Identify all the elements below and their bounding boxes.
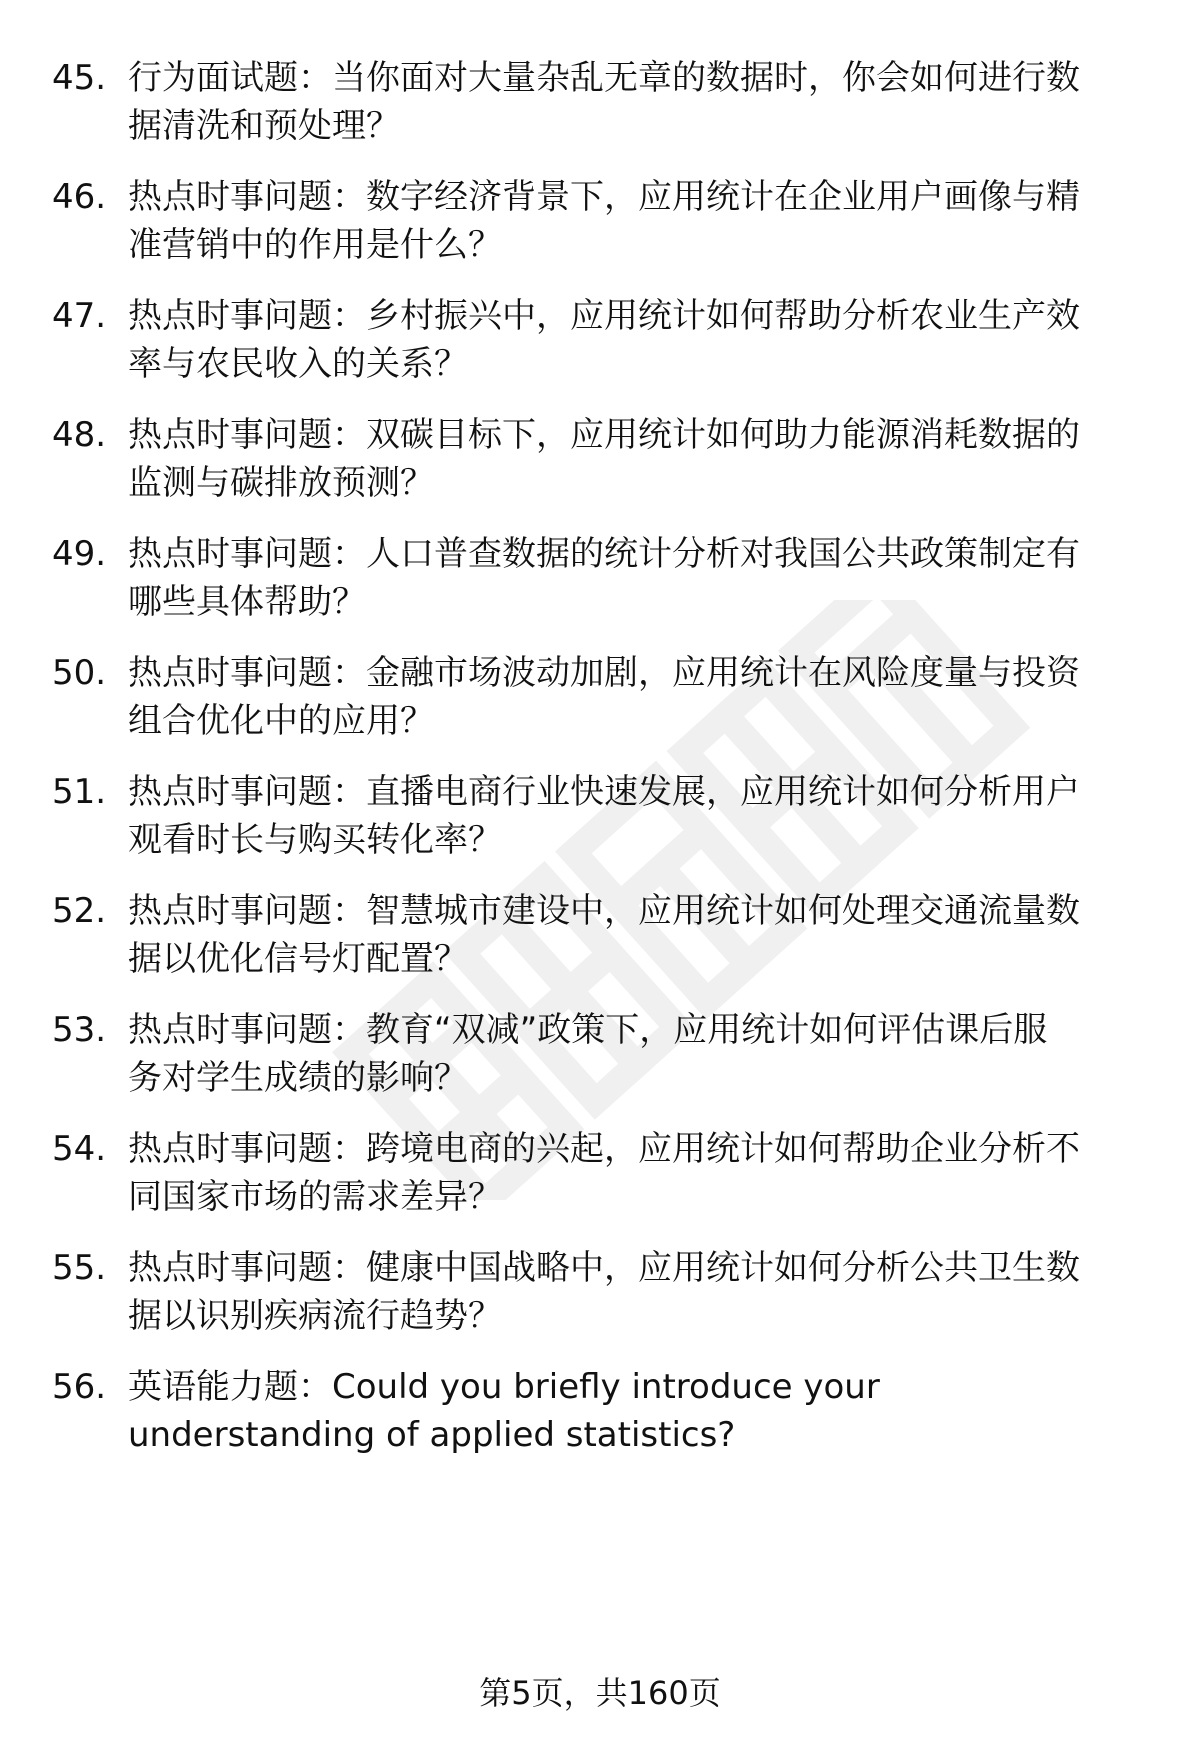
question-text-line-2: 监测与碳排放预测？	[128, 463, 434, 503]
question-text-line-1: 热点时事问题：金融市场波动加剧，应用统计在风险度量与投资	[128, 653, 1080, 693]
question-item	[0, 1124, 1200, 1234]
question-item	[0, 410, 1200, 520]
question-item	[0, 1005, 1200, 1115]
question-text-line-1: 热点时事问题：智慧城市建设中，应用统计如何处理交通流量数	[128, 891, 1080, 931]
question-number: 53.	[52, 1010, 107, 1050]
question-item	[0, 886, 1200, 996]
question-text-line-2: 准营销中的作用是什么？	[128, 225, 502, 265]
question-text-line-2: 务对学生成绩的影响？	[128, 1058, 468, 1098]
question-text-line-2: 据以识别疾病流行趋势？	[128, 1296, 502, 1336]
question-text-line-2: 同国家市场的需求差异？	[128, 1177, 502, 1217]
question-number: 45.	[52, 58, 107, 98]
question-text-line-1: 热点时事问题：健康中国战略中，应用统计如何分析公共卫生数	[128, 1248, 1080, 1288]
question-text-line-1: 热点时事问题：跨境电商的兴起，应用统计如何帮助企业分析不	[128, 1129, 1080, 1169]
question-item	[0, 529, 1200, 639]
question-text-line-1: 热点时事问题：人口普查数据的统计分析对我国公共政策制定有	[128, 534, 1080, 574]
question-number: 47.	[52, 296, 107, 336]
question-number: 55.	[52, 1248, 107, 1288]
question-text-line-1: 热点时事问题：直播电商行业快速发展，应用统计如何分析用户	[128, 772, 1080, 812]
question-item	[0, 648, 1200, 758]
question-number: 48.	[52, 415, 107, 455]
question-number: 49.	[52, 534, 107, 574]
question-text-line-1: 热点时事问题：乡村振兴中，应用统计如何帮助分析农业生产效	[128, 296, 1080, 336]
question-item	[0, 291, 1200, 401]
question-text-line-2: 据清洗和预处理？	[128, 106, 400, 146]
question-item	[0, 172, 1200, 282]
page-footer: 第5页，共160页	[479, 1674, 721, 1712]
question-text-line-2: 哪些具体帮助？	[128, 582, 366, 622]
question-item	[0, 1243, 1200, 1353]
question-number: 54.	[52, 1129, 107, 1169]
question-number: 52.	[52, 891, 107, 931]
question-text-line-2: 据以优化信号灯配置？	[128, 939, 468, 979]
question-text-line-2: 率与农民收入的关系？	[128, 344, 468, 384]
question-text-line-1: 英语能力题：Could you briefly introduce your	[128, 1367, 880, 1407]
question-text-line-1: 行为面试题：当你面对大量杂乱无章的数据时，你会如何进行数	[128, 58, 1080, 98]
question-number: 51.	[52, 772, 107, 812]
question-text-line-2: understanding of applied statistics?	[128, 1415, 736, 1455]
question-number: 56.	[52, 1367, 107, 1407]
question-item	[0, 53, 1200, 163]
question-number: 46.	[52, 177, 107, 217]
question-text-line-2: 组合优化中的应用？	[128, 701, 434, 741]
question-item	[0, 1362, 1200, 1472]
question-text-line-1: 热点时事问题：教育“双减”政策下，应用统计如何评估课后服	[128, 1010, 1048, 1050]
question-text-line-1: 热点时事问题：数字经济背景下，应用统计在企业用户画像与精	[128, 177, 1080, 217]
question-number: 50.	[52, 653, 107, 693]
question-text-line-2: 观看时长与购买转化率？	[128, 820, 502, 860]
question-item	[0, 767, 1200, 877]
question-text-line-1: 热点时事问题：双碳目标下，应用统计如何助力能源消耗数据的	[128, 415, 1080, 455]
